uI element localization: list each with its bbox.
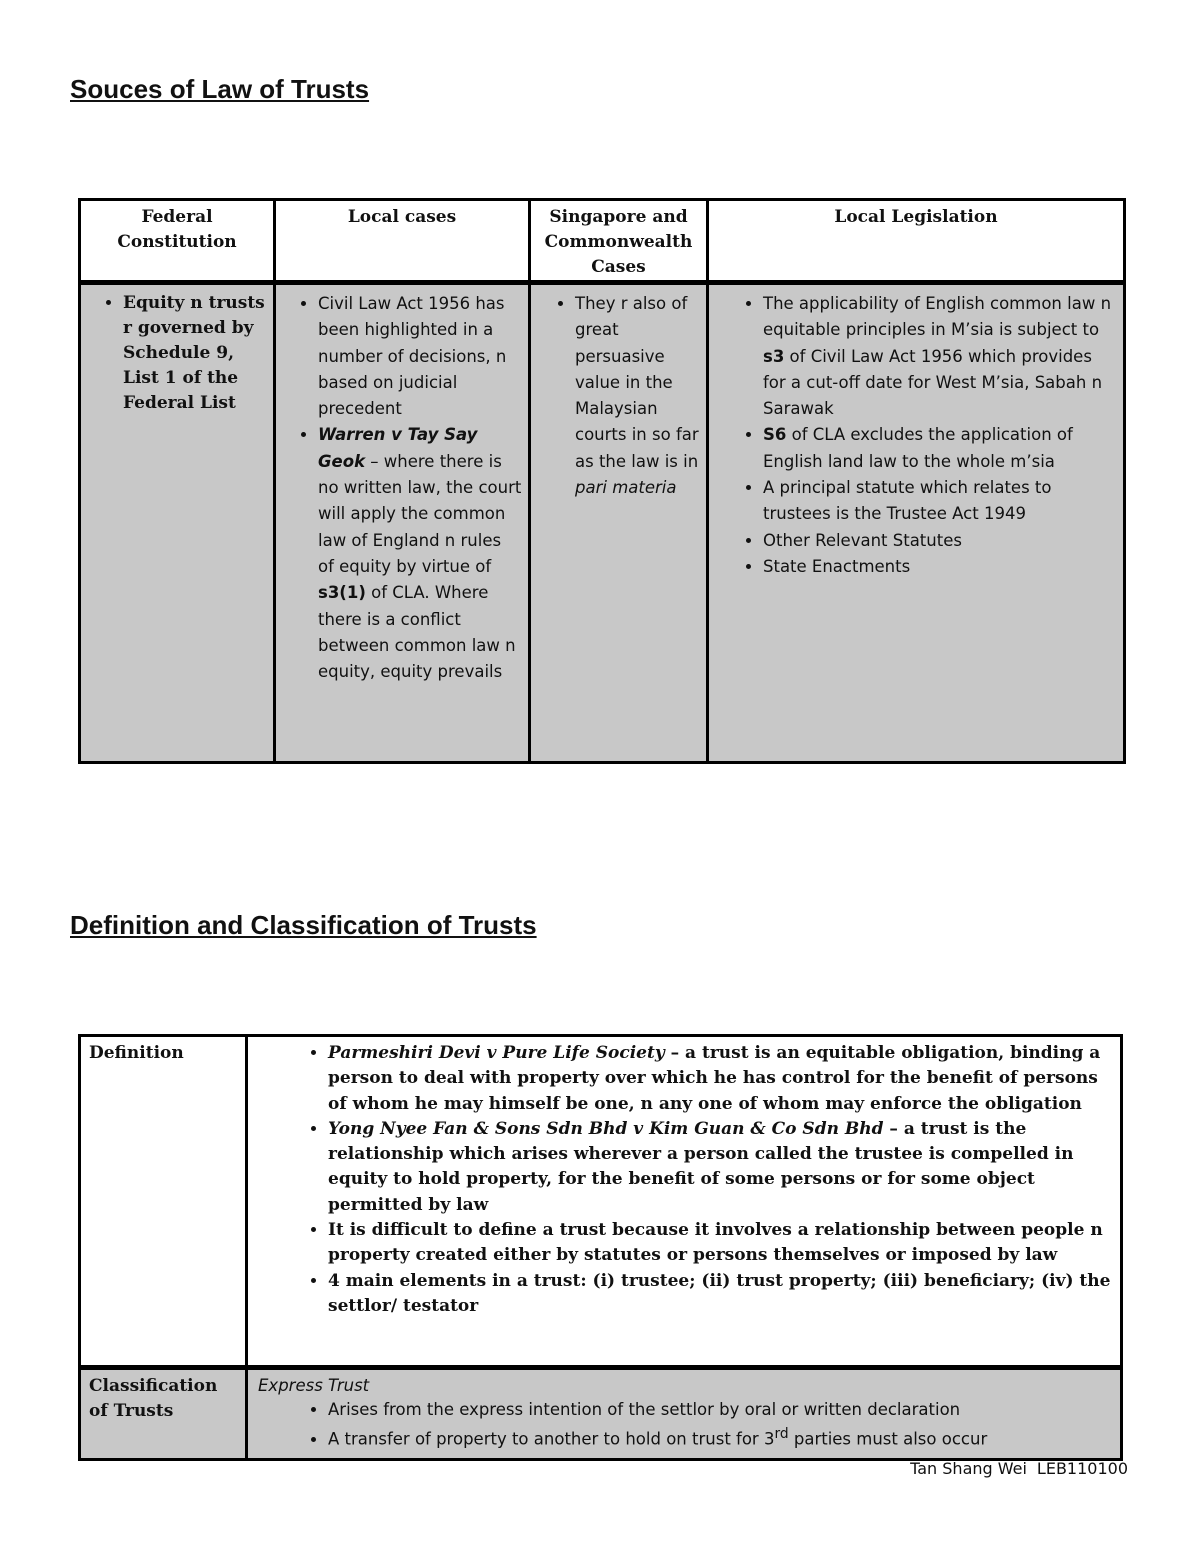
item-text: – a trust is an equitable obligation, binding a person to deal with property over which he has control for the benefit of persons of whom he may himself be one, n any one of whom may enforce the obligation xyxy=(328,1043,1101,1114)
express-trust-title: Express Trust xyxy=(258,1376,370,1395)
list-item xyxy=(575,291,700,501)
cell-federal-constitution xyxy=(80,283,275,763)
ordinal-suffix: rd xyxy=(774,1426,789,1442)
item-text: The applicability of English common law n equitable principles in M’sia is subject to xyxy=(763,294,1112,340)
cell-singapore-cases xyxy=(530,283,708,763)
list-item: • Other Relevant Statutes xyxy=(763,528,1117,554)
author-name: Tan Shang Wei xyxy=(910,1459,1027,1478)
latin-term: pari materia xyxy=(575,478,677,498)
classification-row xyxy=(80,1368,1122,1460)
item-text: of CLA. Where there is a conflict between common law n equity, equity prevails xyxy=(318,583,516,682)
statute-ref: s3 xyxy=(763,346,785,366)
header-local-legislation: Local Legislation xyxy=(708,200,1125,283)
list-item xyxy=(763,422,1117,475)
section-title-definition: Definition and Classification of Trusts xyxy=(70,910,537,940)
case-name: Yong Nyee Fan & Sons Sdn Bhd v Kim Guan & Co Sdn Bhd xyxy=(328,1118,884,1139)
definition-table xyxy=(78,1034,1123,1461)
sources-body-row xyxy=(80,283,1125,763)
item-text: A transfer of property to another to hold on trust for 3 xyxy=(328,1429,775,1449)
definition-row xyxy=(80,1036,1122,1368)
sources-header-row xyxy=(80,200,1125,283)
definition-label: Definition xyxy=(80,1036,247,1368)
case-name: Parmeshiri Devi v Pure Life Society xyxy=(328,1043,665,1063)
item-text: – a trust is the relationship which arises wherever a person called the trustee is compelled in equity to hold property, for the benefit of some persons or for some object permitted by law xyxy=(328,1118,1074,1215)
cell-local-cases xyxy=(275,283,530,763)
definition-body xyxy=(247,1036,1122,1368)
item-text: They r also of great persuasive value in the Malaysian courts in so far as the law is in xyxy=(575,294,699,471)
list-item xyxy=(328,1422,1112,1452)
list-item: • State Enactments xyxy=(763,554,1117,580)
item-text: of Civil Law Act 1956 which provides for a cut-off date for West M’sia, Sabah n Sarawak xyxy=(763,346,1103,419)
list-item: • 4 main elements in a trust: (i) trustee; (ii) trust property; (iii) beneficiary; (iv) the settlor/ testator xyxy=(328,1269,1112,1320)
item-text: Civil Law Act 1956 has been highlighted in a number of decisions, n based on judicial precedent xyxy=(318,294,507,419)
list-item: • Equity n trusts r governed by Schedule 9, List 1 of the Federal List xyxy=(123,291,267,416)
page-footer xyxy=(910,1459,1128,1478)
sources-table xyxy=(78,198,1126,764)
list-item: • It is difficult to define a trust because it involves a relationship between people n property created either by statutes or persons themselves or imposed by law xyxy=(328,1218,1112,1269)
classification-label: Classification of Trusts xyxy=(80,1368,247,1460)
list-item: • A principal statute which relates to trustees is the Trustee Act 1949 xyxy=(763,475,1117,528)
list-item xyxy=(318,422,522,685)
item-text: parties must also occur xyxy=(788,1429,988,1449)
statute-ref: S6 xyxy=(763,425,787,445)
list-item xyxy=(328,1117,1112,1218)
cell-local-legislation xyxy=(708,283,1125,763)
case-name: Warren v Tay Say Geok xyxy=(318,425,478,471)
item-text: – where there is no written law, the court will apply the common law of England n rules of equity by virtue of xyxy=(318,451,522,576)
list-item: • Arises from the express intention of the settlor by oral or written declaration xyxy=(328,1398,1112,1422)
section-title-sources: Souces of Law of Trusts xyxy=(70,74,370,104)
list-item xyxy=(763,291,1117,422)
header-local-cases: Local cases xyxy=(275,200,530,283)
statute-ref: s3(1) xyxy=(318,583,366,603)
student-id: LEB110100 xyxy=(1036,1459,1128,1478)
classification-body xyxy=(247,1368,1122,1460)
list-item xyxy=(318,291,522,422)
list-item xyxy=(328,1041,1112,1117)
header-singapore-cases: Singapore and Commonwealth Cases xyxy=(530,200,708,283)
item-text: of CLA excludes the application of English land law to the whole m’sia xyxy=(763,425,1073,471)
header-federal-constitution: Federal Constitution xyxy=(80,200,275,283)
